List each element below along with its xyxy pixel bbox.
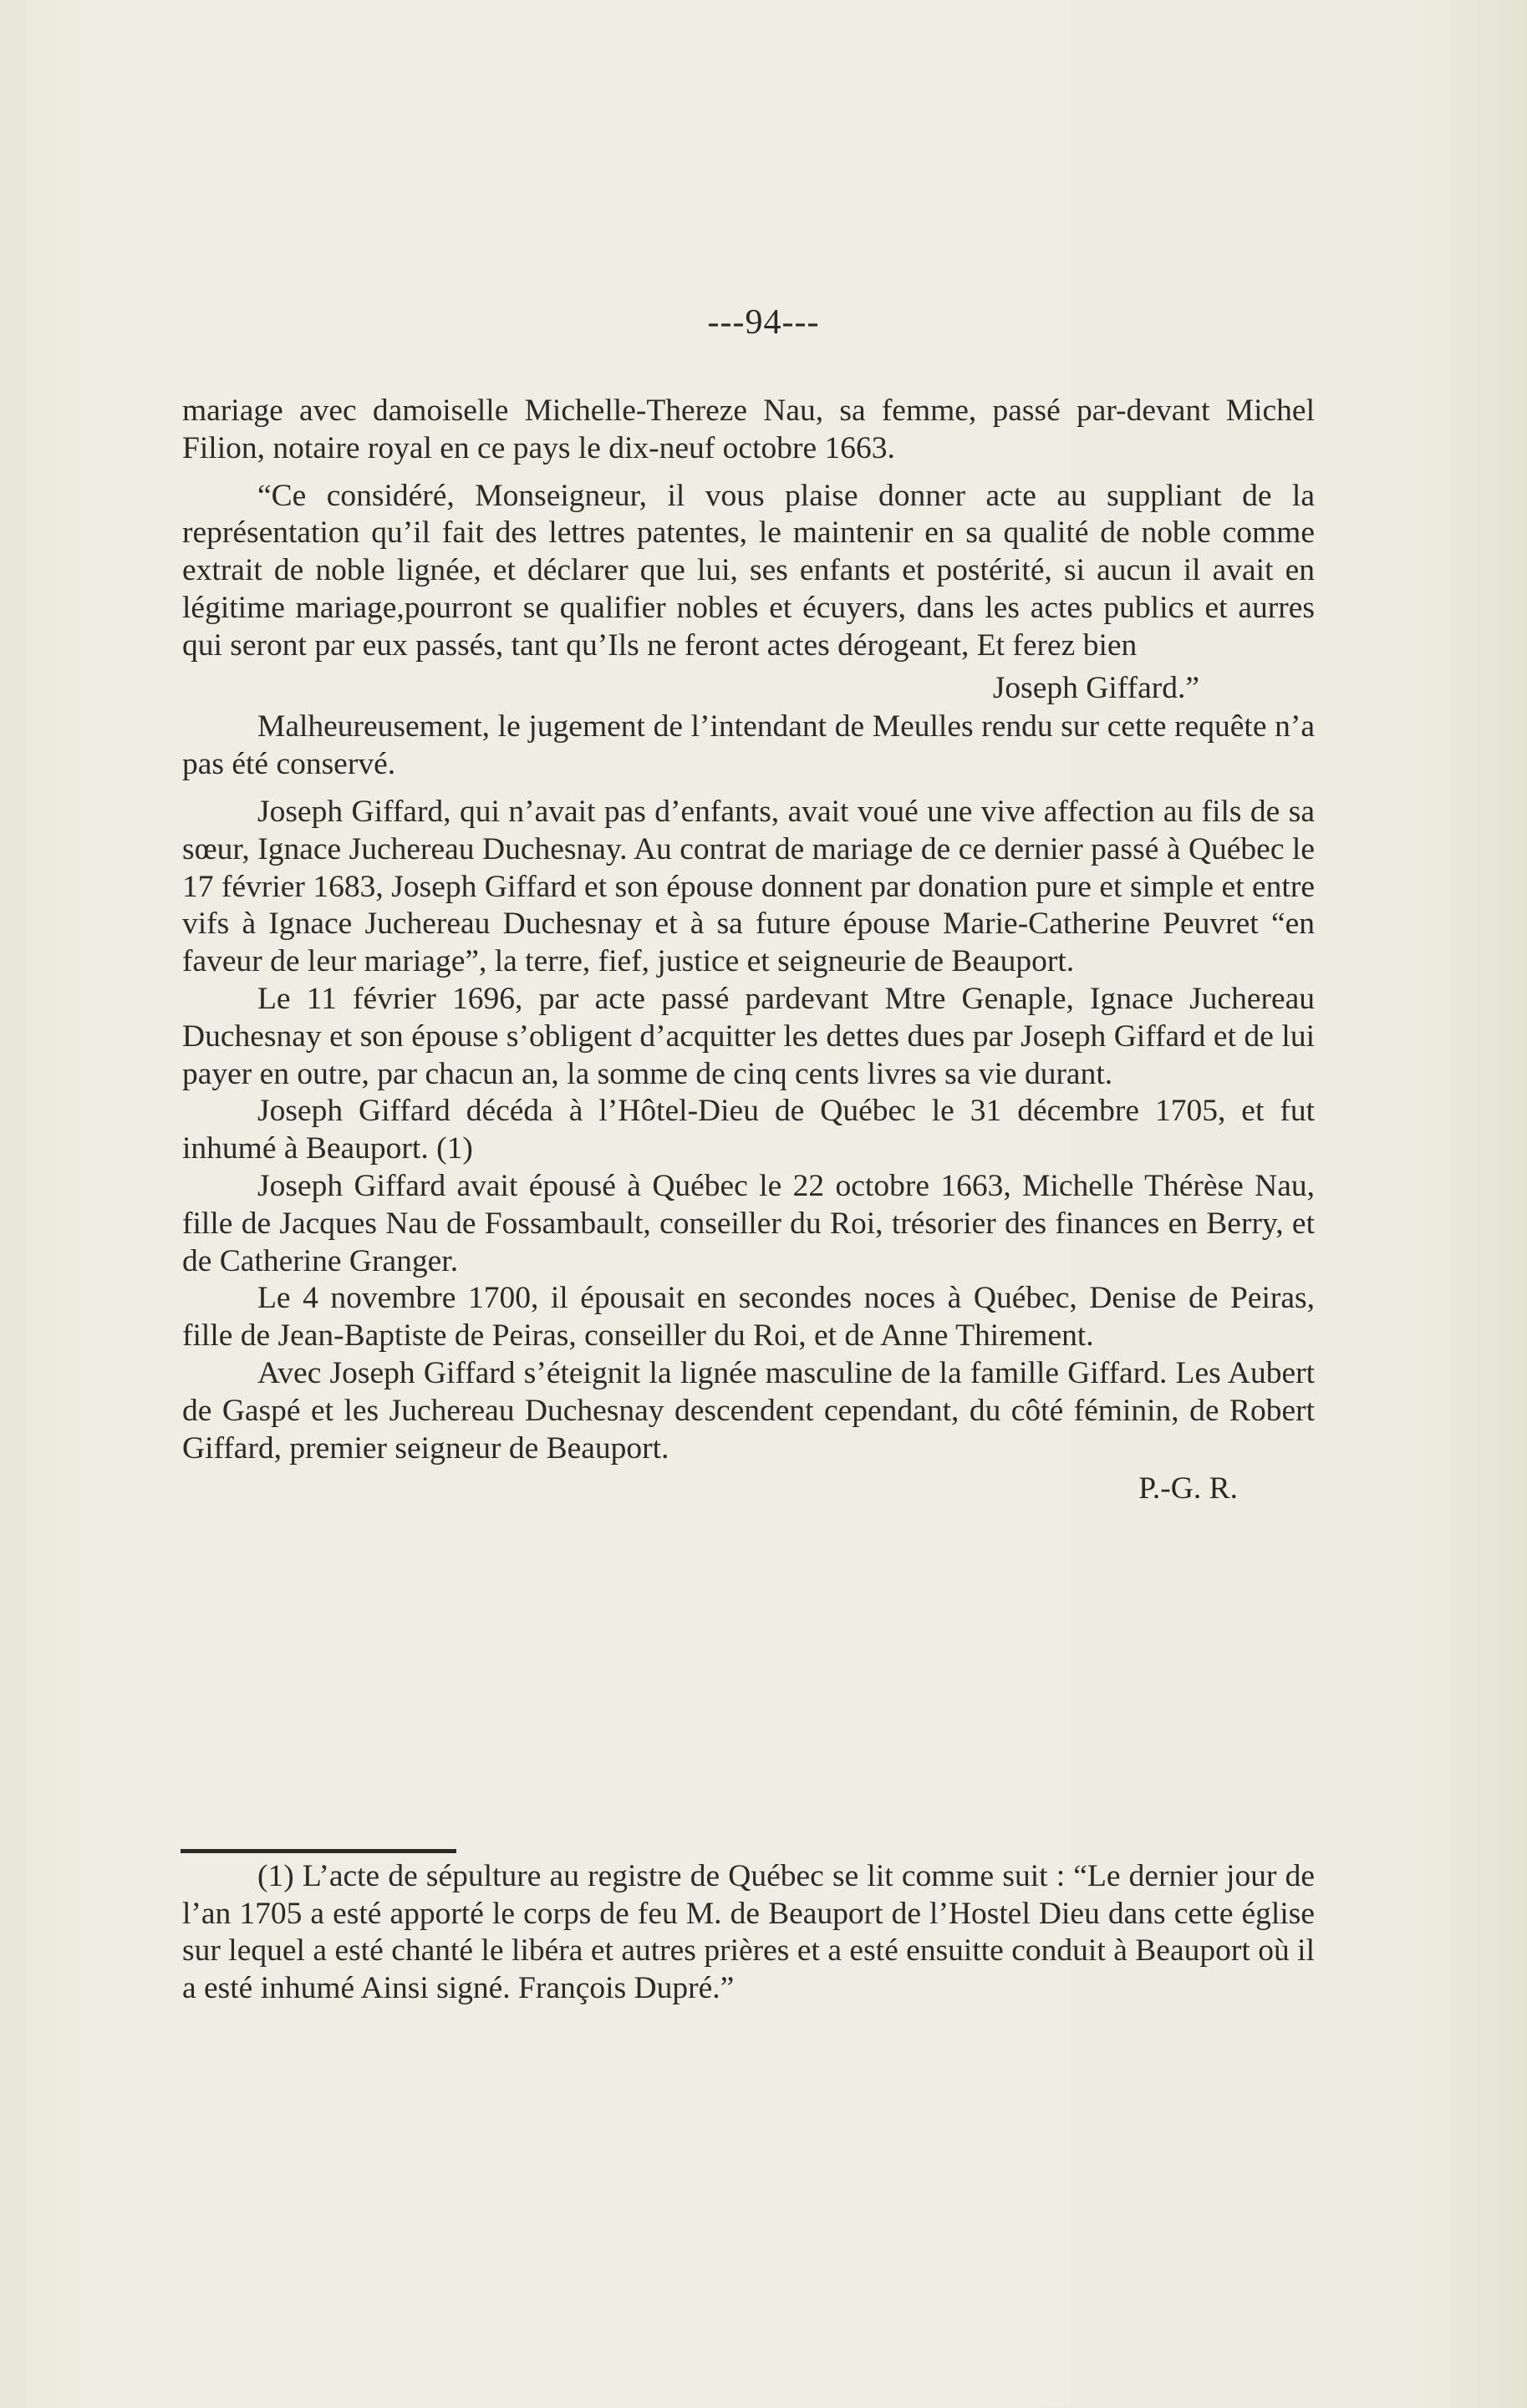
author-initials: P.-G. R. (1138, 1471, 1238, 1506)
paragraph-3: Malheureusement, le jugement de l’intendant de Meulles rendu sur cette requête n’a pas été conservé. (182, 709, 1315, 782)
footnote-divider (181, 1849, 456, 1853)
paragraph-5: Le 11 février 1696, par acte passé pardevant Mtre Genaple, Ignace Juchereau Duchesnay et son épouse s’obligent d’acquitter les dettes dues par Joseph Giffard et de lui payer en outre, par chacun an, la somme de cinq cents livres sa vie durant. (182, 981, 1315, 1091)
footnote-text: (1) L’acte de sépulture au registre de Québec se lit comme suit : “Le dernier jour de l’an 1705 a esté apporté le corps de feu M. de Beauport de l’Hostel Dieu dans cette église sur lequel a esté chanté le libéra et autres prières et a esté ensuitte conduit à Beauport où il a esté inhumé Ainsi signé. François Dupré.” (182, 1859, 1315, 2005)
footnote (182, 1858, 1315, 2007)
paragraph-8: Le 4 novembre 1700, il épousait en secondes noces à Québec, Denise de Peiras, fille de Jean-Baptiste de Peiras, conseiller du Roi, et de Anne Thirement. (182, 1281, 1315, 1354)
paragraph-9: Avec Joseph Giffard s’éteignit la lignée masculine de la famille Giffard. Les Aubert de Gaspé et les Juchereau Duchesnay descendent cependant, du côté féminin, de Robert Giffard, premier seigneur de Beauport. (182, 1355, 1315, 1466)
signature-line: Joseph Giffard.” (992, 670, 1199, 705)
paragraph-6: Joseph Giffard décéda à l’Hôtel-Dieu de Québec le 31 décembre 1705, et fut inhumé à Beauport. (1) (182, 1094, 1315, 1166)
page-number: ---94--- (707, 303, 820, 342)
paragraph-1: mariage avec damoiselle Michelle-Thereze Nau, sa femme, passé par-devant Michel Filion, notaire royal en ce pays le dix-neuf octobre 1663. (182, 394, 1315, 465)
paragraph-7: Joseph Giffard avait épousé à Québec le 22 octobre 1663, Michelle Thérèse Nau, fille de Jacques Nau de Fossambault, conseiller du Roi, trésorier des finances en Berry, et de Catherine Granger. (182, 1168, 1315, 1278)
paragraph-2: “Ce considéré, Monseigneur, il vous plaise donner acte au suppliant de la représentation qu’il fait des lettres patentes, le maintenir en sa qualité de noble comme extrait de noble lignée, et déclarer que lui, ses enfants et postérité, si aucun il avait en légitime mariage,pourront se qualifier nobles et écuyers, dans les actes publics et aurres qui seront par eux passés, tant qu’Ils ne feront actes dérogeant, Et ferez bien (182, 478, 1315, 663)
paragraph-4: Joseph Giffard, qui n’avait pas d’enfants, avait voué une vive affection au fils de sa sœur, Ignace Juchereau Duchesnay. Au contrat de mariage de ce dernier passé à Québec le 17 février 1683, Joseph Giffard et son épouse donnent par donation pure et simple et entre vifs à Ignace Juchereau Duchesnay et à sa future épouse Marie-Catherine Peuvret “en faveur de leur mariage”, la terre, fief, justice et seigneurie de Beauport. (182, 794, 1315, 979)
main-text (182, 393, 1315, 1508)
